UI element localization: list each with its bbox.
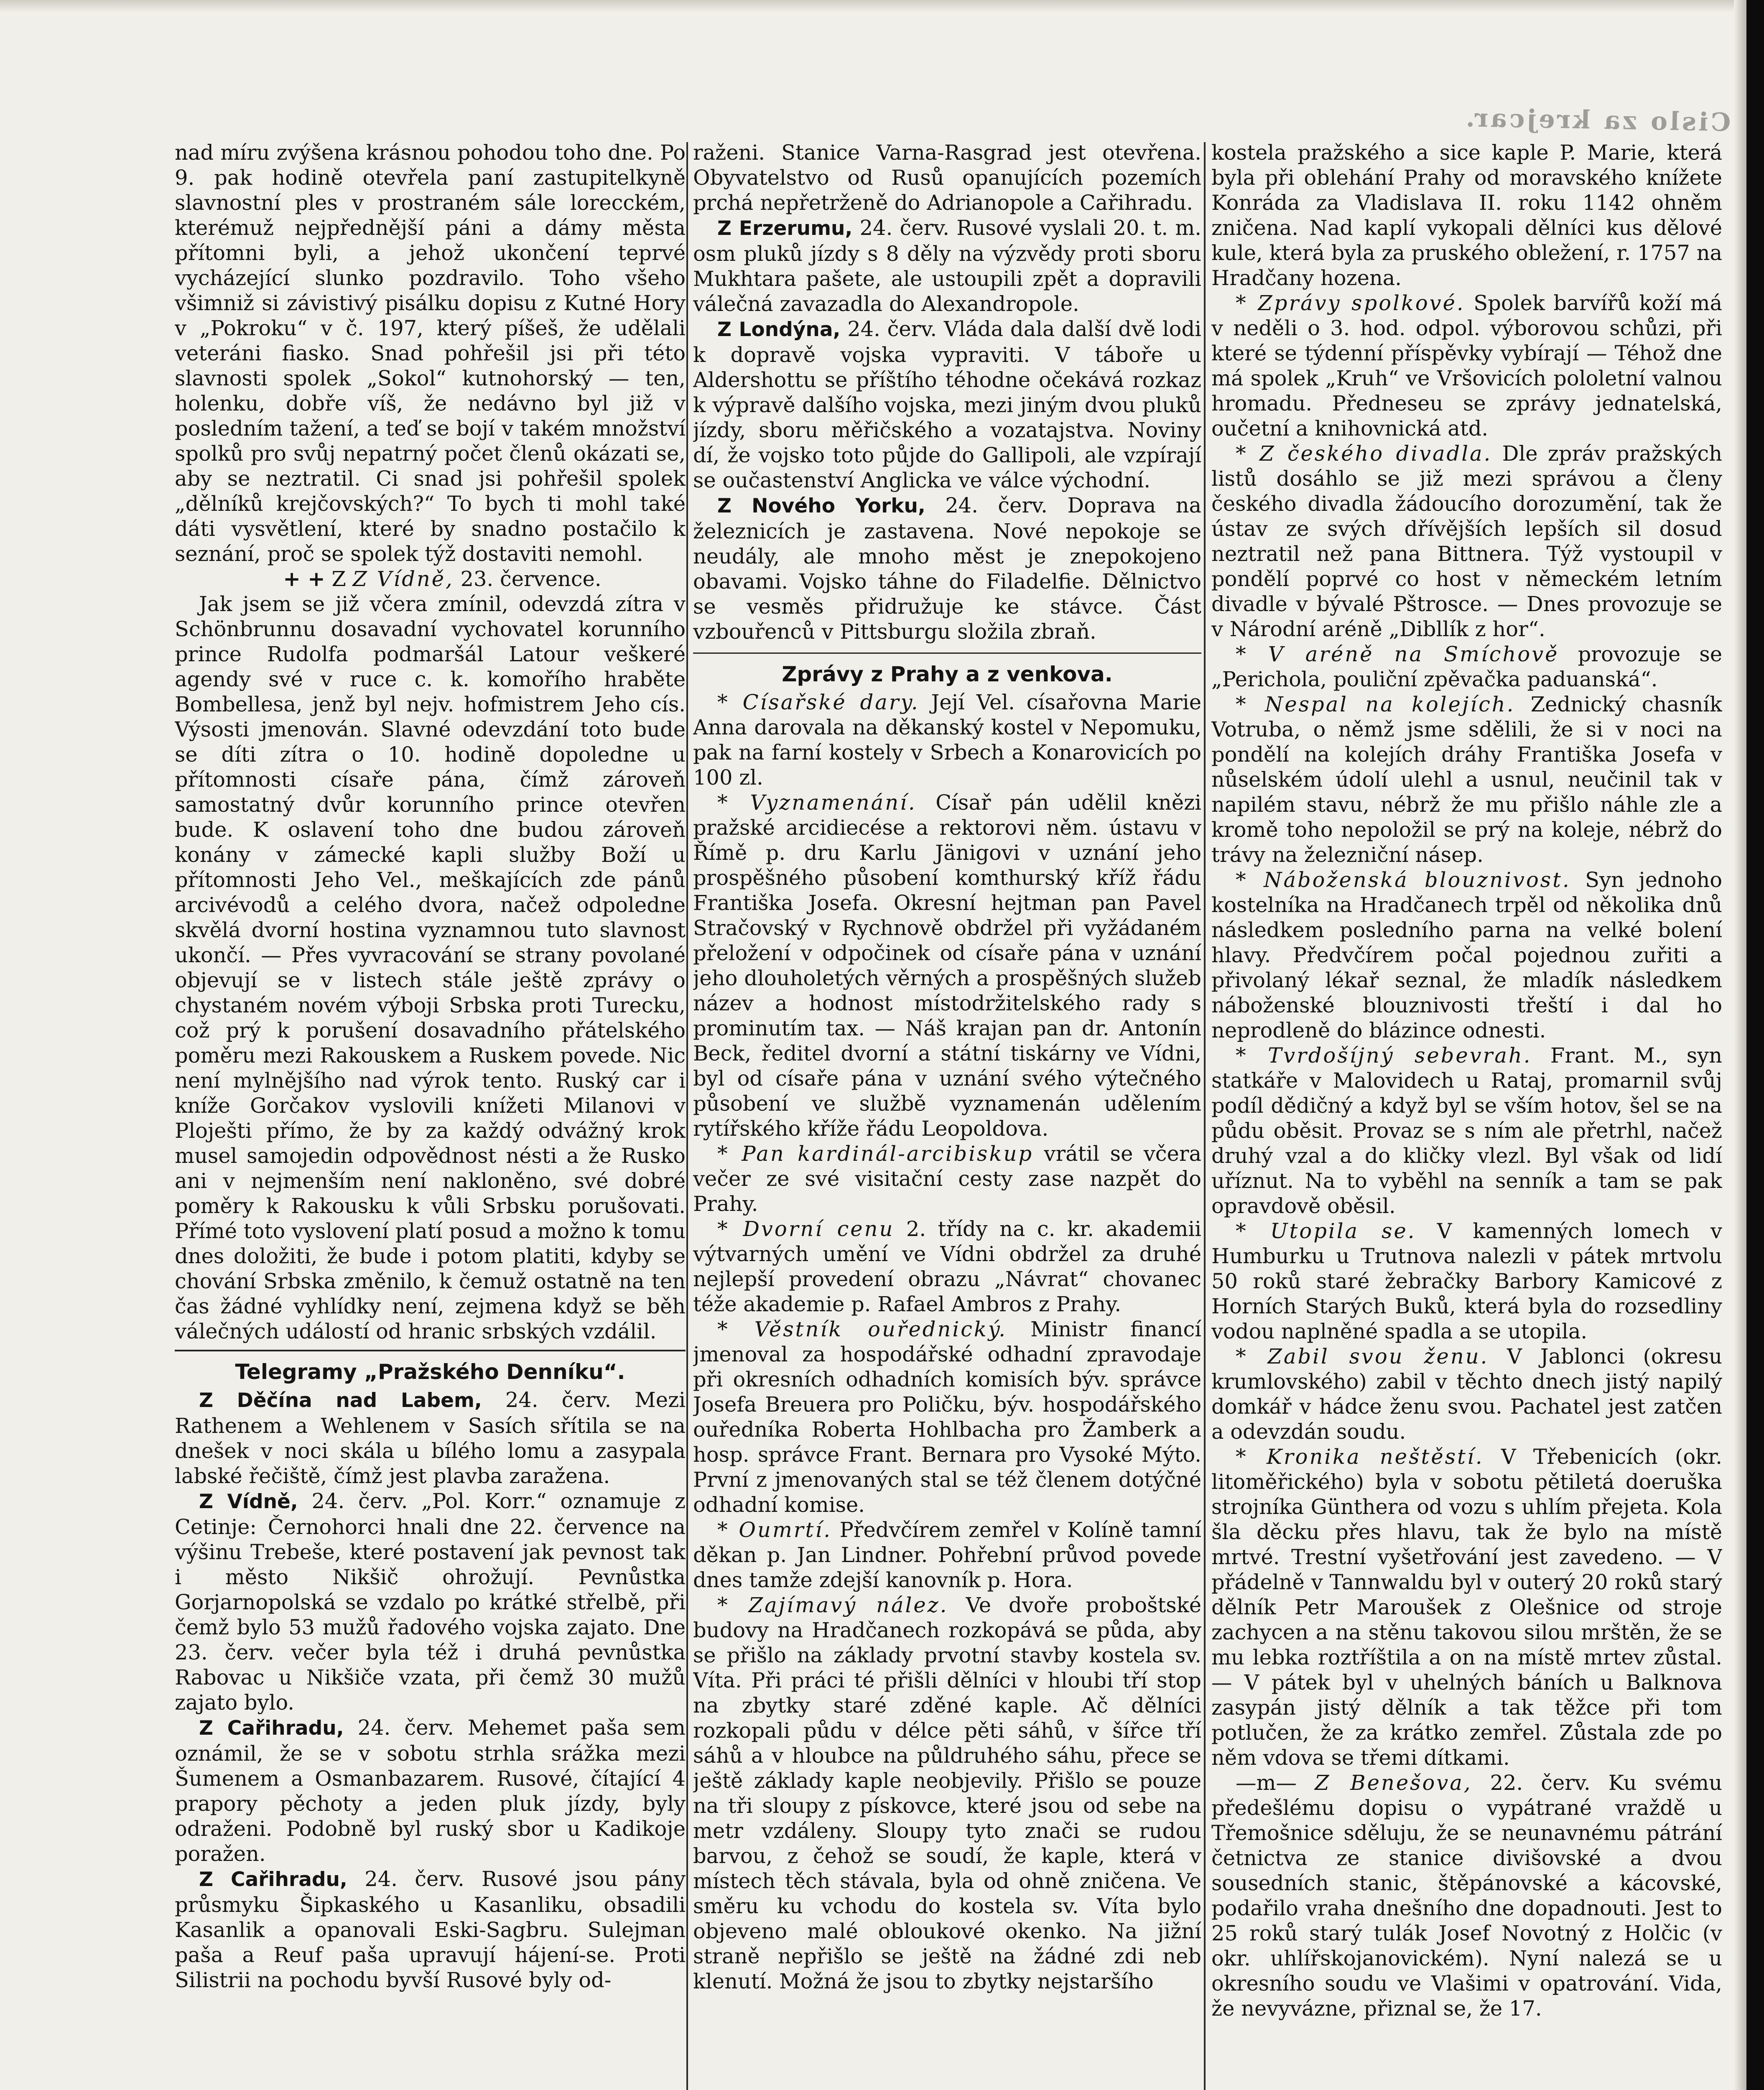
page-edge-shadow: [0, 0, 1764, 13]
local-news-heading: Zprávy z Prahy a z venkova.: [782, 662, 1113, 686]
telegram-place: Z Nového Yorku,: [717, 494, 925, 517]
news-item: [1211, 1218, 1722, 1344]
news-text: Zednický chasník Votruba, o němž jsme sdělili, že si v noci na pondělí na kolejích dráhy Františka Josefa v nůselském údolí ulehl a usnul, neučinil tak v napilém stavu, nébrž že mu přišlo náhle zle a kromě toho nepoložil se prý na koleje, nébrž do trávy na železniční násep.: [1211, 692, 1722, 867]
news-head: * Oumrtí.: [717, 1518, 832, 1542]
telegram-text: 24. červ. Mezi Rathenem a Wehlenem v Sasích sřítila se na dnešek v noci skála u bílého lomu a zasypala labské řečiště, čímž jest plavba zaražena.: [175, 1388, 686, 1488]
news-text: Spolek barvířů koží má v neděli o 3. hod. odpol. výborovou schůzi, při které se týdenní příspěvky vybírají — Téhož dne má spolek „Kruh“ ve Vršovicích pololetní valnou hromadu. Předneseu se zprávy jednatelská, oučetní a knihovnická atd.: [1211, 291, 1722, 441]
news-item: [693, 1593, 1201, 1994]
telegram-text: 24. červ. Mehemet paša sem oznámil, že se v sobotu strhla srážka mezi Šumenem a Osmanbazarem. Rusové, čítající 4 prapory pěchoty a jeden pluk jízdy, byly odraženi. Podobně byl ruský sbor u Kadikoje poražen.: [175, 1715, 686, 1866]
news-item: [693, 1216, 1201, 1317]
telegram-text: 24. červ. Vláda dala další dvě lodi k dopravě vojska vypraviti. V táboře u Aldershottu se příštího téhodne očekává rozkaz k výpravě dalšího vojska, mezi jiným dvou pluků jízdy, sboru měřičského a vozatajstva. Noviny dí, že vojsko toto půjde do Gallipoli, ale vzpírají se oučastenství Anglicka ve válce východní.: [693, 317, 1201, 492]
news-text: 22. červ. Ku svému předešlému dopisu o vypátrané vraždě u Třemošnice sděluju, že se neunavnému pátrání četnictva ze stanice divišovské a dvou sousedních stanic, štěpánovské a kácovské, podařilo vraha dnešního dne dopadnouti. Jest to 25 roků starý tulák Josef Novotný z Holčic (v okr. uhlířskojanovickém). Nyní nalezá se u okresního soudu ve Vlašimi v opatrování. Vida, že nevyvázne, přiznal se, že 17.: [1211, 1771, 1722, 2021]
dateline-date: 23. července.: [460, 567, 602, 591]
vienna-report: Jak jsem se již včera zmínil, odevzdá zítra v Schönbrunnu dosavadní vychovatel korunního prince Rudolfa podmaršál Latour veškeré agendy své v ruce c. k. komořího hraběte Bombellesa, jenž byl nejv. hofmistrem Jeho cís. Výsosti jmenován. Slavné odevzdání toto bude se díti zítra o 10. hodině dopoledne u přítomnosti císaře pána, čímž zároveň samostatný dvůr korunního prince otevřen bude. K oslavení toho dne budou zároveň konány v zámecké kapli služby Boží u přítomnosti Jeho Vel., meškajících zde pánů arcivévodů a celého dvora, načež odpoledne skvělá dvorní hostina vyznamnou tuto slavnost ukončí. — Přes vyvracování se strany povolané objevují se v listech stále ještě zprávy o chystaném novém výboji Srbska proti Turecku, což prý k porušení dosavadního přátelského poměru mezi Rakouskem a Ruskem povede. Nic není mylnějšího nad výrok tento. Ruský car i kníže Gorčakov vyslovili knížeti Milanovi v Ploješti přímo, že by za každý odvážný krok musel samojedin odpovědnost nésti a že Rusko ani v nejmenším není nakloněno, své dobré poměry k Rakousku k vůli Srbsku porušovati. Přímé toto vyslovení platí posud a možno k tomu dnes doložiti, že bude i potom platiti, kdyby se chování Srbska změnilo, k čemuž ostatně na ten čas žádné vyhlídky není, zejmena když se běh válečných událostí od hranic srbských vzdálil.: [175, 592, 686, 1343]
news-head: * Zabil svou ženu.: [1236, 1344, 1489, 1369]
news-head: * Kronika neštěstí.: [1236, 1445, 1484, 1469]
telegram-item: [693, 316, 1201, 493]
telegram-item: [175, 1488, 686, 1715]
column-2: [693, 140, 1201, 2090]
news-text: vrátil se včera večer ze své visitační cesty zase nazpět do Prahy.: [693, 1142, 1201, 1216]
news-item: [1211, 1444, 1722, 1770]
telegram-place: Z Erzerumu,: [717, 217, 853, 240]
telegram-item: [175, 1387, 686, 1488]
news-head: * Pan kardinál-arcibiskup: [717, 1142, 1034, 1166]
bleed-through-header: Cislo za krejcar.: [1463, 103, 1731, 138]
news-item: [1211, 441, 1722, 642]
news-item: [693, 790, 1201, 1141]
news-head: * Zprávy spolkové.: [1236, 291, 1465, 315]
telegram-text: 24. červ. Rusové jsou pány průsmyku Šipkaského u Kasanliku, obsadili Kasanlik a opanovali Eski-Sagbru. Sulejman paša a Reuf paša upravují hájení-se. Proti Silistrii na pochodu byvší Rusové byly od-: [175, 1867, 686, 1992]
column-rule-left: [686, 142, 688, 2090]
dateline-place: Z Vídně,: [352, 567, 454, 591]
news-text: Předvčírem zemřel v Kolíně tamní děkan p. Jan Lindner. Pohřební průvod povede dnes tamže zdejší kanovník p. Hora.: [693, 1518, 1201, 1592]
vienna-dateline: + + Z Z Vídně, 23. července.: [283, 567, 602, 591]
telegram-place: Z Děčína nad Labem,: [199, 1389, 482, 1412]
news-item: [693, 1517, 1201, 1593]
news-head: * Zajímavý nález.: [717, 1593, 948, 1617]
news-text: Ve dvoře proboštské budovy na Hradčanech rozkopává se půda, aby se přišlo na základy prvotní stavby kostela sv. Víta. Při práci té přišli dělníci v hloubi tří stop na zbytky staré zděné kaple. Ač dělníci rozkopali půdu v délce pěti sáhů, v šířce tří sáhů a v hloubce na půldruhého sáhu, přece se ještě základy kaple neobjevily. Přišlo se pouze na tři sloupy z pískovce, které jsou od sebe na metr vzdáleny. Sloupy tyto znači se rudou barvou, z čehož se soudí, že kaple, která v místech těch stávala, byla od ohně zničena. Ve směru ku vchodu do kostela sv. Víta bylo objeveno malé obloukové okenko. Na jižní straně nepřišlo se ještě na žádné zdi neb klenutí. Možná že jsou to zbytky nejstaršího: [693, 1593, 1201, 1993]
page-fold-shadow: [1734, 0, 1746, 2090]
news-head: * Císařské dary.: [717, 690, 920, 714]
news-text: V kamenných lomech v Humburku u Trutnova nalezli v pátek mrtvolu 50 roků staré žebračky Barbory Kamicové z Horních Starých Buků, která byla do rozsedliny vodou naplněné spadla a se utopila.: [1211, 1219, 1722, 1343]
news-item: [693, 1317, 1201, 1517]
news-continuation: kostela pražského a sice kaple P. Marie, která byla při oblehání Prahy od moravského knížete Konráda za Vladislava II. roku 1142 ohněm zničena. Nad kaplí vykopali dělníci kus dělové kule, která byla za pruského obležení, r. 1757 na Hradčany hozena.: [1211, 140, 1722, 290]
telegram-place: Z Cařihradu,: [199, 1717, 344, 1740]
news-item: [1211, 867, 1722, 1043]
news-text: V Jablonci (okresu krumlovského) zabil v těchto dnech jistý napilý domkář v hádce ženu svou. Pachatel jest zatčen a odevzdán soudu.: [1211, 1344, 1722, 1444]
news-text: Dle zpráv pražských listů dosáhlo se již mezi správou a členy českého divadla žádoucího dorozumění, tak že ústav ze svých dřívějších lepších sil dosud neztratil než pana Bittnera. Týž vystoupil v pondělí poprvé co host v německém letním divadle v bývalé Pštrosce. — Dnes provozuje se v Národní aréně „Dibllík z hor“.: [1211, 441, 1722, 641]
news-byline: —m—: [1236, 1771, 1297, 1795]
news-head: * Dvorní cenu: [717, 1217, 895, 1241]
telegram-item: [693, 493, 1201, 644]
telegram-item: [693, 215, 1201, 316]
news-head: * Z českého divadla.: [1236, 441, 1492, 466]
news-text: provozuje se „Perichola, pouliční zpěvačka paduanská“.: [1211, 642, 1722, 691]
section-divider: [693, 652, 1201, 654]
news-head: * Utopila se.: [1236, 1219, 1416, 1243]
news-text: Její Vel. císařovna Marie Anna darovala na děkanský kostel v Nepomuku, pak na farní kostely v Srbech a Konarovicích po 100 zl.: [693, 690, 1201, 790]
news-text: Ministr financí jmenoval za hospodářské odhadní zpravodaje při okresních odhadních komisích býv. správce Josefa Breuera pro Poličku, býv. hospodářského ouředníka Roberta Hohlbacha pro Žamberk a hosp. správce Frant. Bernara pro Vysoké Mýto. První z jmenovaných stal se též členem dotýčné odhadní komise.: [693, 1317, 1201, 1517]
section-divider: [175, 1350, 686, 1351]
news-head: * Nespal na kolejích.: [1236, 692, 1515, 716]
telegram-place: Z Londýna,: [717, 318, 841, 341]
telegram-place: Z Vídně,: [199, 1490, 298, 1513]
telegram-item: [175, 1715, 686, 1866]
news-item: [1211, 692, 1722, 867]
dateline-marker: + +: [283, 567, 325, 591]
news-text: Frant. M., syn statkáře v Malovidech u Rataj, promarnil svůj podíl dědičný a když byl se vším hotov, šel se na půdu oběsit. Provaz se s ním ale přetrhl, načež druhý vzal a do kličky vlezl. Byl však od lidí uříznut. Na to vyběhl na senník a tam se pak opravdově oběsil.: [1211, 1043, 1722, 1218]
column-rule-right: [1204, 142, 1206, 2090]
news-head: * Náboženská blouznivost.: [1236, 868, 1571, 892]
telegram-item: [175, 1866, 686, 1993]
news-item: [1211, 291, 1722, 441]
column-3: [1211, 140, 1722, 2090]
telegram-text: 24. červ. Rusové vyslali 20. t. m. osm pluků jízdy s 8 děly na výzvědy proti sboru Mukhtara pašete, ale ustoupili zpět a dopravili válečná zavazadla do Alexandropole.: [693, 216, 1201, 316]
news-head: * Věstník ouřednický.: [717, 1317, 1007, 1341]
telegram-continuation: raženi. Stanice Varna-Rasgrad jest otevřena. Obyvatelstvo od Rusů opanujících pozemích prchá nepřetrženě do Adrianopole a Cařihradu.: [693, 140, 1201, 215]
news-item: [693, 1141, 1201, 1216]
column-1: [175, 140, 686, 2090]
news-item: [693, 690, 1201, 790]
news-place: Z Benešova,: [1314, 1771, 1472, 1795]
news-text: Císař pán udělil knězi pražské arcidiecése a rektorovi něm. ústavu v Římě p. dru Karlu Jänigovi v uznání jeho prospěšného působení komthurský kříž řádu Františka Josefa. Okresní hejtman pan Pavel Stračovský v Rychnově obdržel při vyžádaném přeložení v odpočinek od císaře pána v uznání jeho dlouholetých věrných a prospěšných služeb název a hodnost místodržitelského rady s prominutím tax. — Náš krajan pan dr. Antonín Beck, ředitel dvorní a státní tiskárny ve Vídni, byl od císaře pána v uznání svého výtečného působení ve službě vyznamenán udělením rytířského kříže řádu Leopoldova.: [693, 790, 1201, 1141]
news-head: * Vyznamenání.: [717, 790, 917, 815]
telegrams-heading: Telegramy „Pražského Denníku“.: [235, 1360, 625, 1384]
news-item: [1211, 1344, 1722, 1444]
news-text: 2. třídy na c. kr. akademii výtvarných umění ve Vídni obdržel za druhé nejlepší provedení obrazu „Návrat“ chovanec téže akademie p. Rafael Ambros z Prahy.: [693, 1217, 1201, 1316]
news-head: * Tvrdošíjný sebevrah.: [1236, 1043, 1532, 1068]
telegram-text: 24. červ. Doprava na železnicích je zastavena. Nové nepokoje se neudály, ale mnoho měst je znepokojeno obavami. Vojsko táhne do Filadelfie. Dělnictvo se vesměs přidružuje ke stávce. Část vzbouřenců v Pittsburgu složila zbraň.: [693, 493, 1201, 644]
news-item: [1211, 1770, 1722, 2021]
telegram-text: 24. červ. „Pol. Korr.“ oznamuje z Cetinje: Černohorci hnali dne 22. července na výšinu Trebeše, které postavení jak pevnost tak i město Nikšič ohrožují. Pevnůstka Gorjarnopolská se vzdalo po krátké střelbě, při čemž bylo 53 mužů řadového vojska zajato. Dne 23. červ. večer byla též i druhá pevnůstka Rabovac u Nikšiče vzata, při čemž 30 mužů zajato bylo.: [175, 1489, 686, 1715]
news-item: [1211, 1043, 1722, 1218]
telegram-place: Z Cařihradu,: [199, 1868, 347, 1891]
news-text: V Třebenicích (okr. litoměřického) byla v sobotu pětiletá doeruška strojníka Günthera od vozu s uhlím přejeta. Kola šla děcku přes hlavu, tak že bylo na místě mrtvé. Trestní vyšetřování jest zavedeno. — V přádelně v Tannwaldu byl v outerý 20 roků starý dělník Petr Maroušek z Olešnice od stroje zachycen a na stěnu takovou silou mrštěn, že se mu lebka roztříštila a on na místě mrtev zůstal. — V pátek byl v uhelných báních u Balknova zasypán jistý dělník a tak těžce při tom potlučen, že za krátko zemřel. Zůstala zde po něm vdova se třemi dítkami.: [1211, 1445, 1722, 1770]
news-head: * V aréně na Smíchově: [1236, 642, 1559, 666]
article-continuation: nad míru zvýšena krásnou pohodou toho dne. Po 9. pak hodině otevřela paní zastupitelkyně slavnostní ples v prostraném sále lorecckém, kterémuž nejpřednější páni a dámy města přítomni byli, a jehož ukončení teprvé vycházející slunko pozdravilo. Toho všeho všimniž si závistivý pisálku dopisu z Kutné Hory v „Pokroku“ v č. 197, který píšeš, že udělali veteráni fiasko. Snad pohřešil jsi při této slavnosti spolek „Sokol“ kutnohorský — ten, holenku, dobře víš, že nedávno byl již v posledním tažení, a teď se bojí v takém množství spolků pro svůj nepatrný počet členů okázati se, aby se neztratil. Ci snad jsi pohřešil spolek „dělníků krejčovských?“ To bych ti mohl také dáti vysvětlení, které by snadno postačilo k seznání, proč se spolek týž dostaviti nemohl.: [175, 140, 686, 566]
news-text: Syn jednoho kostelníka na Hradčanech trpěl od několika dnů následkem posledního parna na velké bolení hlavy. Předvčírem počal pojednou zuřiti a přivolaný lékař seznal, že mladík následkem náboženské blouznivosti třeští i dal ho neprodleně do blázince odnesti.: [1211, 868, 1722, 1042]
news-item: [1211, 642, 1722, 692]
scan-border: [1746, 0, 1764, 2090]
